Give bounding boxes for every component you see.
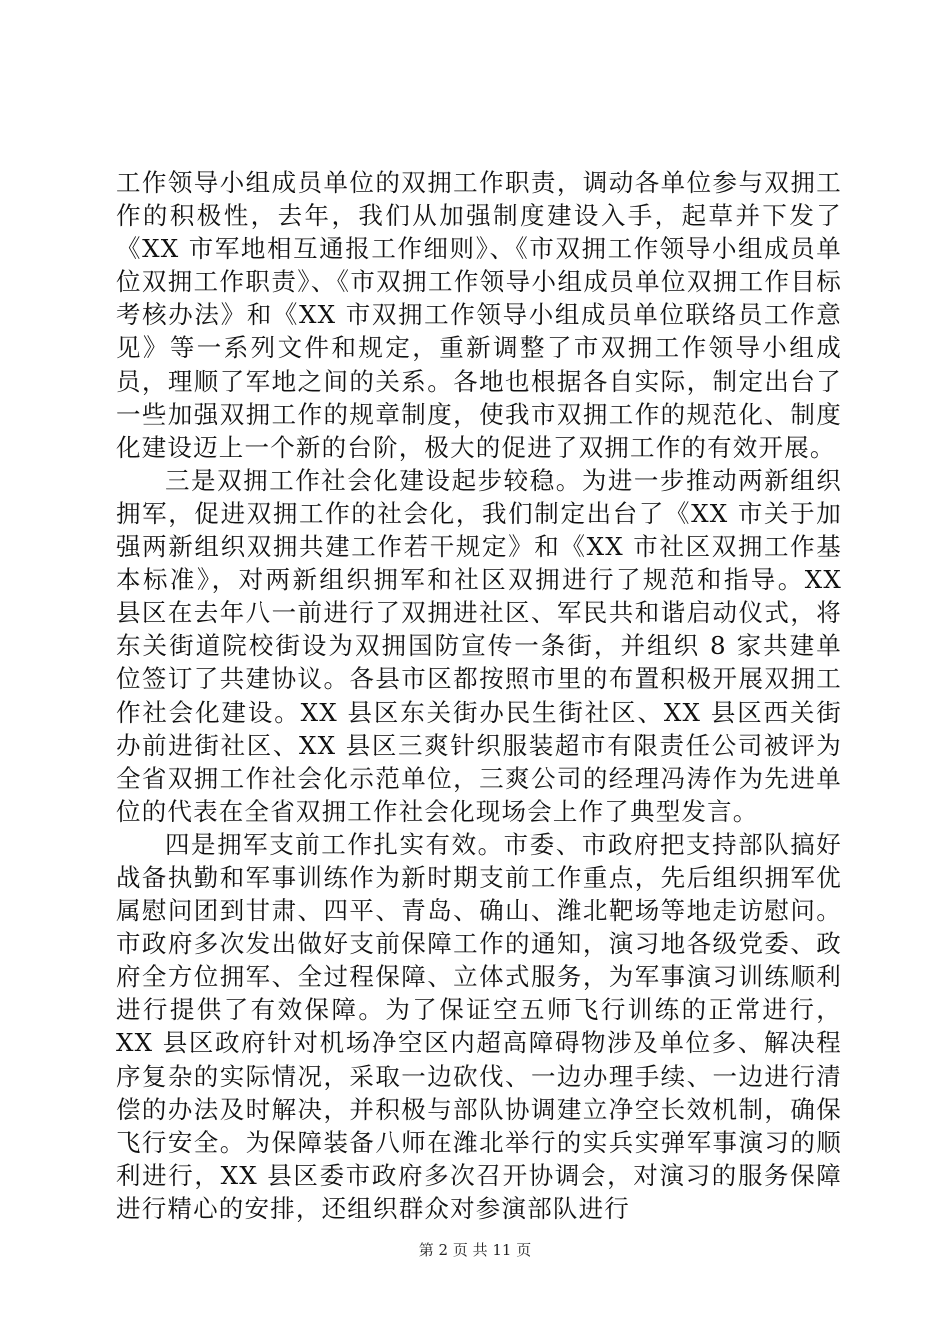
paragraph-point-three: 三是双拥工作社会化建设起步较稳。为进一步推动两新组织拥军，促进双拥工作的社会化，我们制定出台了《XX 市关于加强两新组织双拥共建工作若干规定》和《XX 市社区双拥工作基本标准》，对两新组织拥军和社区双拥进行了规范和指导。XX 县区在去年八一前进行了双拥进社区、军民共和谐启动仪式，将东关街道院校街设为双拥国防宣传一条街，并组织 8 家共建单位签订了共建协议。各县市区都按照市里的布置积极开展双拥工作社会化建设。XX 县区东关街办民生街社区、XX 县区西关街办前进街社区、XX 县区三爽针织服装超市有限责任公司被评为全省双拥工作社会化示范单位，三爽公司的经理冯涛作为先进单位的代表在全省双拥工作社会化现场会上作了典型发言。 bbox=[116, 465, 851, 826]
paragraph-continuation: 工作领导小组成员单位的双拥工作职责，调动各单位参与双拥工作的积极性，去年，我们从加强制度建设入手，起草并下发了《XX 市军地相互通报工作细则》、《市双拥工作领导小组成员单位双拥工作职责》、《市双拥工作领导小组成员单位双拥工作目标考核办法》和《XX 市双拥工作领导小组成员单位联络员工作意见》等一系列文件和规定，重新调整了市双拥工作领导小组成员，理顺了军地之间的关系。各地也根据各自实际，制定出台了一些加强双拥工作的规章制度，使我市双拥工作的规范化、制度化建设迈上一个新的台阶，极大的促进了双拥工作的有效开展。 bbox=[116, 168, 842, 462]
document-body bbox=[116, 166, 851, 1225]
paragraph-point-four: 四是拥军支前工作扎实有效。市委、市政府把支持部队搞好战备执勤和军事训练作为新时期支前工作重点，先后组织拥军优属慰问团到甘肃、四平、青岛、确山、潍北靶场等地走访慰问。市政府多次发出做好支前保障工作的通知，演习地各级党委、政府全方位拥军、全过程保障、立体式服务，为军事演习训练顺利进行提供了有效保障。为了保证空五师飞行训练的正常进行，XX 县区政府针对机场净空区内超高障碍物涉及单位多、解决程序复杂的实际情况，采取一边砍伐、一边办理手续、一边进行清偿的办法及时解决，并积极与部队协调建立净空长效机制，确保飞行安全。为保障装备八师在潍北举行的实兵实弹军事演习的顺利进行，XX 县区委市政府多次召开协调会，对演习的服务保障进行精心的安排，还组织群众对参演部队进行 bbox=[116, 829, 842, 1223]
page-footer: 第 2 页 共 11 页 bbox=[418, 1241, 532, 1259]
